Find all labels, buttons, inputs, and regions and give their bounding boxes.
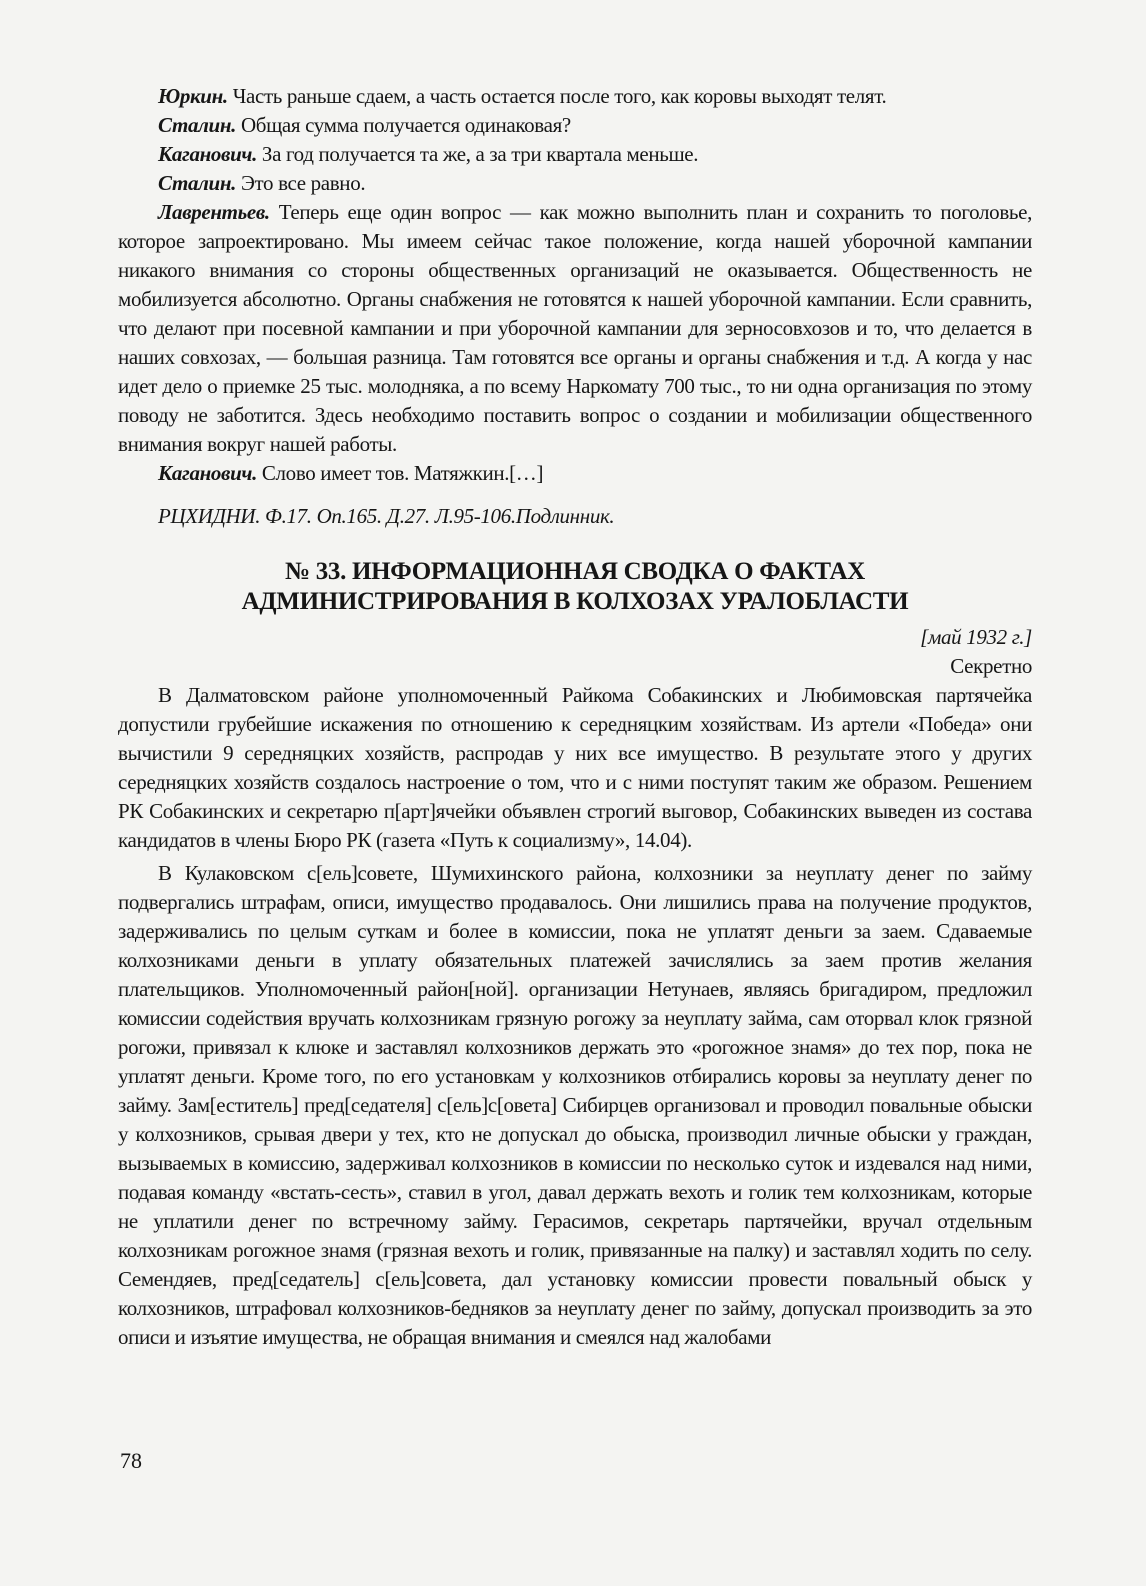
archive-source: РЦХИДНИ. Ф.17. Оп.165. Д.27. Л.95-106.Подлинник. <box>158 504 615 528</box>
dialogue-line: Лаврентьев. Теперь еще один вопрос — как можно выполнить план и сохранить то поголовье, которое запроектировано. Мы имеем сейчас такое положение, когда нашей уборочной кампании никакого внимания со стороны общественных организаций не оказывается. Общественность не мобилизуется абсолютно. Органы снабжения не готовятся к нашей уборочной кампании. Если сравнить, что делают при посевной кампании и при уборочной кампании для зерносовхозов и то, что делается в наших совхозах, — большая разница. Там готовятся все органы и органы снабжения и т.д. А когда у нас идет дело о приемке 25 тыс. молодняка, а по всему Наркомату 700 тыс., то ни одна организация по этому поводу не заботится. Здесь необходимо поставить вопрос о создании и мобилизации общественного внимания вокруг нашей работы. <box>118 200 1032 456</box>
dialogue-line: Каганович. За год получается та же, а за три квартала меньше. <box>158 142 699 166</box>
page-number: 78 <box>120 1448 142 1473</box>
speaker: Каганович. <box>158 461 257 485</box>
document-title: № 33. ИНФОРМАЦИОННАЯ СВОДКА О ФАКТАХ АДМИНИСТРИРОВАНИЯ В КОЛХОЗАХ УРАЛОБЛАСТИ <box>241 558 909 615</box>
dialogue-line: Каганович. Слово имеет тов. Матяжкин.[…] <box>158 461 544 485</box>
speaker: Сталин. <box>158 113 237 137</box>
speaker: Каганович. <box>158 142 257 166</box>
document-page <box>118 82 1032 1352</box>
body-paragraph: В Кулаковском с[ель]совете, Шумихинского района, колхозники за неуплату денег по займу подвергались штрафам, описи, имущество продавалось. Они лишились права на получение продуктов, задерживались по целым суткам и более в комиссии, пока не уплатят деньги за заем. Сдаваемые колхозниками деньги в уплату обязательных платежей зачислялись за заем против желания плательщиков. Уполномоченный район[ной]. организации Нетунаев, являясь бригадиром, предложил комиссии содействия вручать колхозникам грязную рогожу за неуплату займа, сам оторвал клок грязной рогожи, привязал к клюке и заставлял колхозников держать это «рогожное знамя» до тех пор, пока не уплатят деньги. Кроме того, по его установкам у колхозников отбирались коровы за неуплату денег по займу. Зам[еститель] пред[седателя] с[ель]с[овета] Сибирцев организовал и проводил повальные обыски у колхозников, срывая двери у тех, кто не допускал до обыска, производил личные обыски у граждан, вызываемых в комиссию, задерживал колхозников в комиссии по несколько суток и издевался над ними, подавая команду «встать-сесть», ставил в угол, давал держать вехоть и голик тем колхозникам, которые не уплатили денег по встречному займу. Герасимов, секретарь партячейки, вручал отдельным колхозникам рогожное знамя (грязная вехоть и голик, привязанные на палку) и заставлял ходить по селу. Семендяев, пред[седатель] с[ель]совета, дал установку комиссии провести повальный обыск у колхозников, штрафовал колхозников-бедняков за неуплату денег по займу, допускал производить за это описи и изъятие имущества, не обращая внимания и смеялся над жалобами <box>118 861 1032 1349</box>
speaker: Юркин. <box>158 84 228 108</box>
dialogue-line: Юркин. Часть раньше сдаем, а часть остается после того, как коровы выходят телят. <box>158 84 887 108</box>
document-date: [май 1932 г.] <box>920 625 1032 649</box>
dialogue-line: Сталин. Общая сумма получается одинаковая? <box>158 113 571 137</box>
dialogue-line: Сталин. Это все равно. <box>158 171 366 195</box>
body-paragraph: В Далматовском районе уполномоченный Райкома Собакинских и Любимовская партячейка допустили грубейшие искажения по отношению к середняцким хозяйствам. Из артели «Победа» они вычистили 9 середняцких хозяйств, распродав у них все имущество. В результате этого у других середняцких хозяйств создалось настроение о том, что и с ними поступят таким же образом. Решением РК Собакинских и секретарю п[арт]ячейки объявлен строгий выговор, Собакинских выведен из состава кандидатов в члены Бюро РК (газета «Путь к социализму», 14.04). <box>118 683 1032 852</box>
classification-label: Секретно <box>950 654 1032 678</box>
speaker: Сталин. <box>158 171 237 195</box>
speaker: Лаврентьев. <box>158 200 270 224</box>
